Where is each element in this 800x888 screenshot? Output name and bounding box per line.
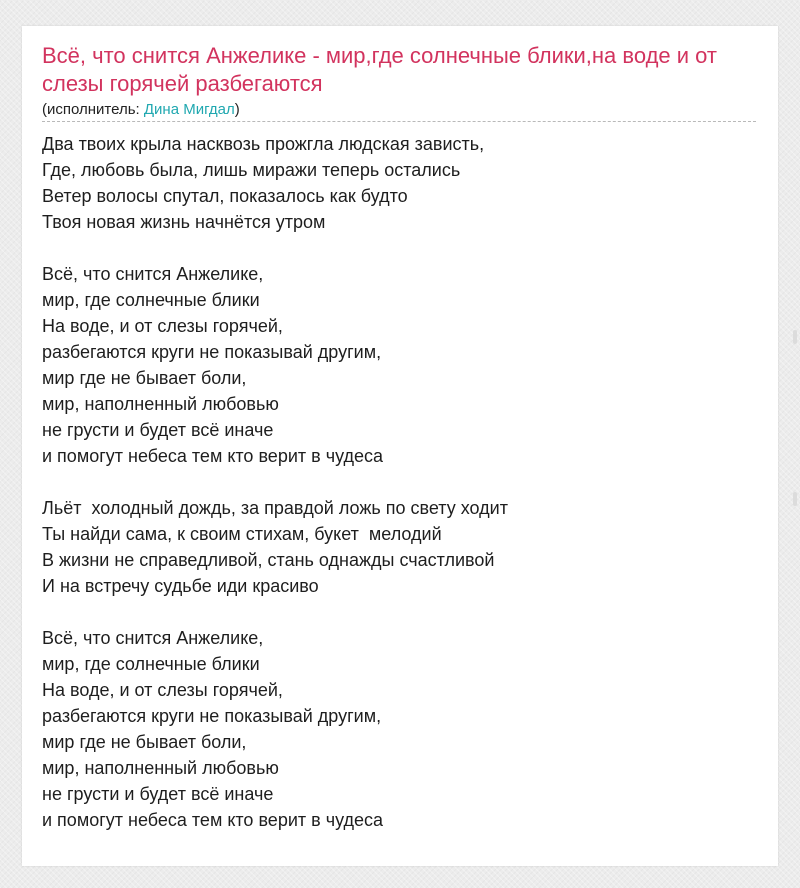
lyric-line: На воде, и от слезы горячей, bbox=[42, 316, 283, 336]
lyric-line: Ты найди сама, к своим стихам, букет мелодий bbox=[42, 524, 442, 544]
lyric-line: мир, где солнечные блики bbox=[42, 290, 260, 310]
lyric-line: Два твоих крыла насквозь прожгла людская зависть, bbox=[42, 134, 485, 154]
artist-prefix: (исполнитель: bbox=[42, 101, 144, 118]
lyric-line: не грусти и будет всё иначе bbox=[42, 784, 274, 804]
lyric-line: мир, наполненный любовью bbox=[42, 394, 279, 414]
lyric-line: Всё, что снится Анжелике, bbox=[42, 628, 264, 648]
page-edge-mark bbox=[793, 330, 797, 344]
artist-suffix: ) bbox=[234, 101, 240, 118]
lyric-line: Всё, что снится Анжелике, bbox=[42, 264, 264, 284]
lyric-line: Твоя новая жизнь начнётся утром bbox=[42, 212, 326, 232]
lyric-line: В жизни не справедливой, стань однажды счастливой bbox=[42, 550, 495, 570]
lyrics-stanza-chorus-1 bbox=[42, 261, 756, 469]
lyric-line: На воде, и от слезы горячей, bbox=[42, 680, 283, 700]
lyrics-stanza-chorus-2 bbox=[42, 625, 756, 833]
lyric-line: мир, где солнечные блики bbox=[42, 654, 260, 674]
lyric-line: Ветер волосы спутал, показалось как будто bbox=[42, 186, 408, 206]
lyric-line: разбегаются круги не показывай другим, bbox=[42, 706, 382, 726]
song-title: Всё, что снится Анжелике - мир,где солнечные блики,на воде и от слезы горячей разбегаются bbox=[42, 43, 718, 96]
lyric-line: мир где не бывает боли, bbox=[42, 732, 247, 752]
lyric-line: И на встречу судьбе иди красиво bbox=[42, 576, 319, 596]
lyrics-body bbox=[42, 131, 756, 833]
lyric-line: мир где не бывает боли, bbox=[42, 368, 247, 388]
lyrics-stanza-verse-2 bbox=[42, 495, 756, 599]
lyric-line: разбегаются круги не показывай другим, bbox=[42, 342, 382, 362]
artist-link[interactable]: Дина Мигдал bbox=[143, 101, 235, 118]
artist-credit bbox=[42, 101, 756, 122]
lyric-line: и помогут небеса тем кто верит в чудеса bbox=[42, 810, 383, 830]
lyric-line: мир, наполненный любовью bbox=[42, 758, 279, 778]
lyric-line: Где, любовь была, лишь миражи теперь остались bbox=[42, 160, 461, 180]
page-edge-mark bbox=[793, 492, 797, 506]
lyrics-card bbox=[22, 26, 778, 866]
lyric-line: не грусти и будет всё иначе bbox=[42, 420, 274, 440]
lyric-line: и помогут небеса тем кто верит в чудеса bbox=[42, 446, 383, 466]
lyrics-stanza-verse-1 bbox=[42, 131, 756, 235]
lyric-line: Льёт холодный дождь, за правдой ложь по свету ходит bbox=[42, 498, 508, 518]
